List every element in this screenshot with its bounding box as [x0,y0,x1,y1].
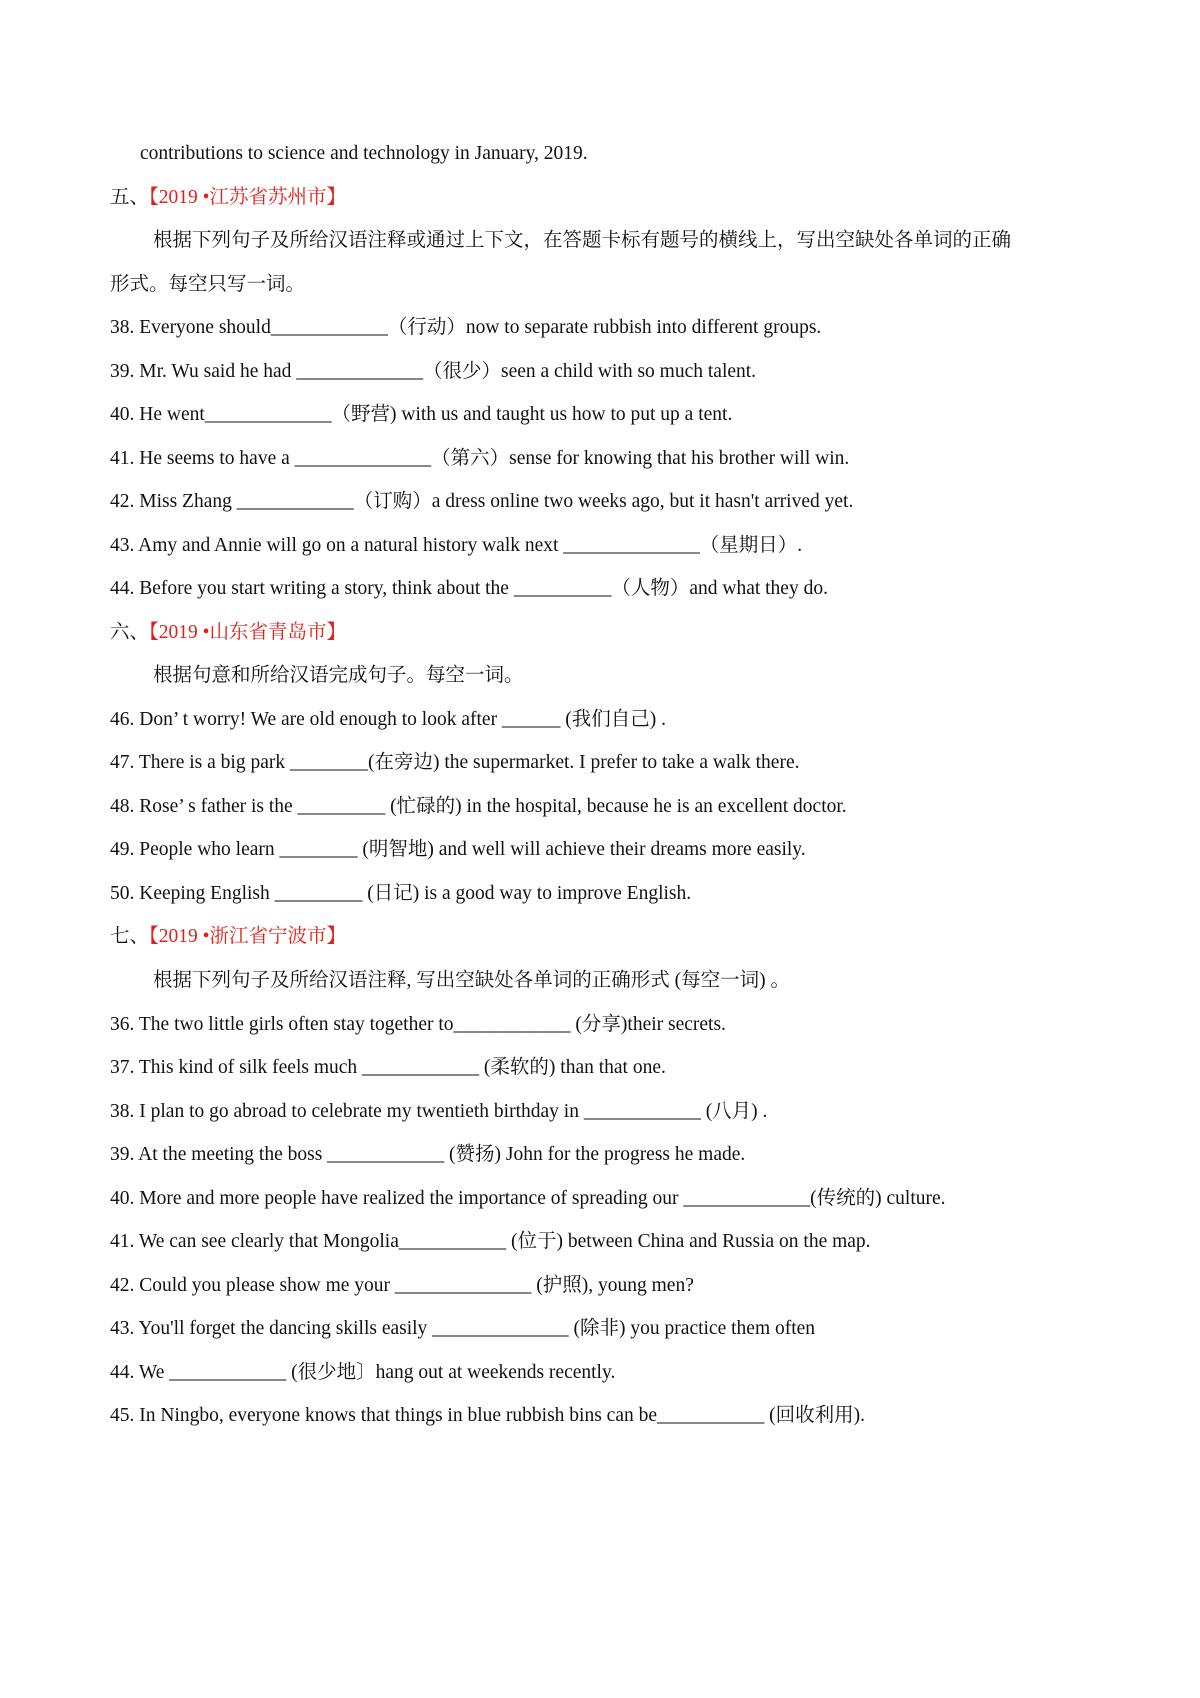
section-source: 【2019 •江苏省苏州市】 [149,187,346,208]
section-source: 【2019 •浙江省宁波市】 [149,926,346,947]
section-heading-7 [110,922,1140,952]
exercise-item: 45. In Ningbo, everyone knows that things in blue rubbish bins can be___________ (回收利用). [110,1405,865,1426]
continuation-text: contributions to science and technology in January, 2019. [140,143,588,164]
exercise-item: 43. You'll forget the dancing skills easily ______________ (除非) you practice them often [110,1318,816,1339]
exercise-item: 39. At the meeting the boss ____________ (赞扬) John for the progress he made. [110,1144,746,1165]
exercise-item: 49. People who learn ________ (明智地) and well will achieve their dreams more easily. [110,839,806,860]
exercise-item: 46. Don’ t worry! We are old enough to look after ______ (我们自己) . [110,709,667,730]
exercise-item: 38. I plan to go abroad to celebrate my twentieth birthday in ____________ (八月) . [110,1101,768,1122]
exercise-item: 44. We ____________ (很少地〕hang out at weekends recently. [110,1362,616,1383]
exercise-item: 37. This kind of silk feels much ____________ (柔软的) than that one. [110,1057,666,1078]
section-heading-6 [110,618,1140,648]
exercise-item: 47. There is a big park ________(在旁边) the supermarket. I prefer to take a walk there. [110,752,800,773]
section-number: 六、 [110,622,150,643]
section-instruction: 根据下列句子及所给汉语注释或通过上下文，在答题卡标有题号的横线上，写出空缺处各单词的正确 [153,230,1012,251]
exercise-item: 41. We can see clearly that Mongolia___________ (位于) between China and Russia on the map. [110,1231,871,1252]
exercise-item: 41. He seems to have a ______________（第六）sense for knowing that his brother will win. [110,448,850,469]
section-number: 七、 [110,926,150,947]
section-source: 【2019 •山东省青岛市】 [149,622,346,643]
exercise-item: 40. He went_____________（野营) with us and taught us how to put up a tent. [110,404,733,425]
exercise-item: 44. Before you start writing a story, think about the __________（人物）and what they do. [110,578,828,599]
section-instruction-cont: 形式。每空只写一词。 [110,274,306,295]
exercise-item: 42. Miss Zhang ____________（订购）a dress online two weeks ago, but it hasn't arrived yet. [110,491,854,512]
exercise-item: 43. Amy and Annie will go on a natural history walk next ______________（星期日）. [110,535,803,556]
section-instruction: 根据下列句子及所给汉语注释, 写出空缺处各单词的正确形式 (每空一词) 。 [153,970,790,991]
exercise-item: 40. More and more people have realized the importance of spreading our _____________(传统的) culture. [110,1188,946,1209]
exercise-item: 39. Mr. Wu said he had _____________（很少）seen a child with so much talent. [110,361,757,382]
exercise-item: 38. Everyone should____________（行动）now to separate rubbish into different groups. [110,317,822,338]
section-instruction: 根据句意和所给汉语完成句子。每空一词。 [153,665,524,686]
section-number: 五、 [110,187,150,208]
exercise-item: 50. Keeping English _________ (日记) is a good way to improve English. [110,883,692,904]
exercise-item: 42. Could you please show me your ______________ (护照), young men? [110,1275,694,1296]
exercise-item: 36. The two little girls often stay together to____________ (分享)their secrets. [110,1014,726,1035]
exercise-item: 48. Rose’ s father is the _________ (忙碌的) in the hospital, because he is an excellent doctor. [110,796,847,817]
section-heading-5 [110,183,1140,213]
